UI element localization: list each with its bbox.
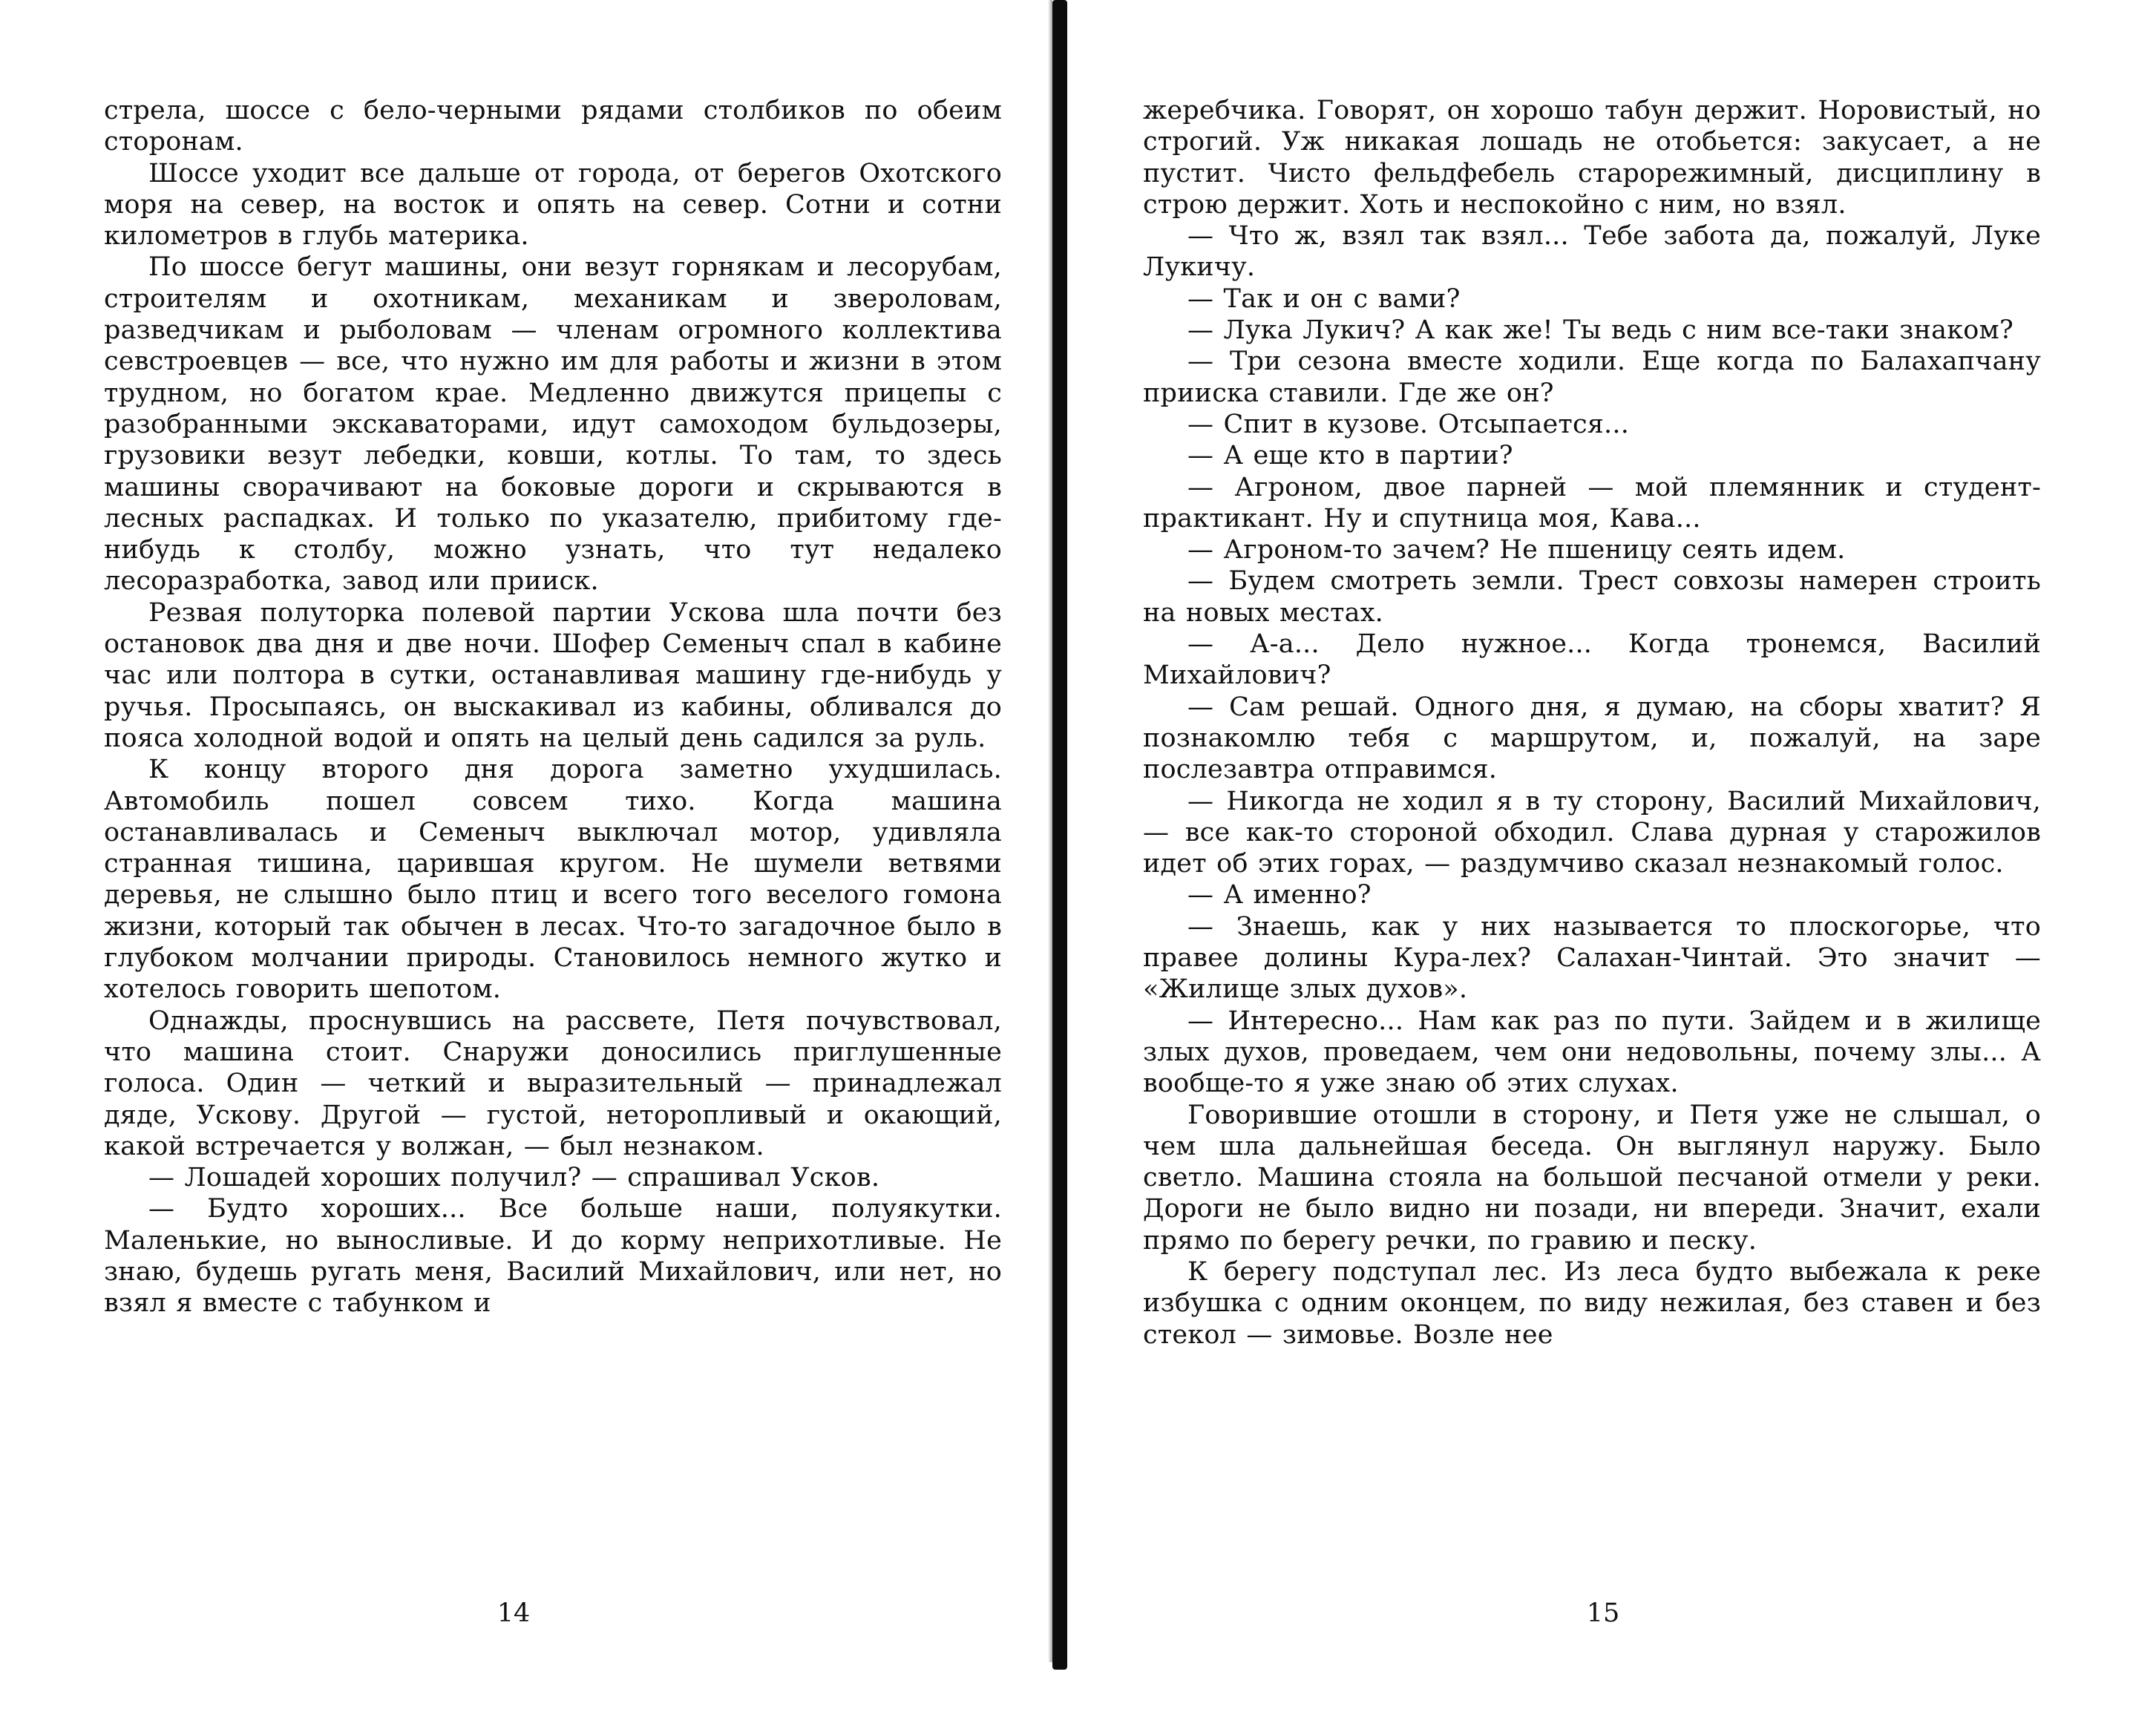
page-number-left: 14 [497, 1598, 531, 1628]
paragraph: — Так и он с вами? [1187, 283, 1461, 314]
right-page-text [1143, 95, 2041, 1351]
book-gutter [1052, 0, 1067, 1670]
right-page [1143, 95, 2041, 1579]
paragraph: — Знаешь, как у них называется то плоскогорье, что правее долины Кура-лех? Салахан-Чинтай. Это значит — «Жилище злых духов». [1143, 911, 2041, 1005]
paragraph: — Сам решай. Одного дня, я думаю, на сборы хватит? Я познакомлю тебя с маршрутом, и, пожалуй, на заре послезавтра отправимся. [1143, 692, 2041, 785]
paragraph: — Лошадей хороших получил? — спрашивал Усков. [148, 1163, 880, 1193]
paragraph: — Будем смотреть земли. Трест совхозы намерен строить на новых местах. [1143, 566, 2041, 628]
paragraph: — А-а... Дело нужное... Когда тронемся, Василий Михайлович? [1143, 629, 2041, 691]
left-page-text [104, 95, 1002, 1319]
paragraph: — Лука Лукич? А как же! Ты ведь с ним все-таки знаком? [1187, 315, 2014, 346]
paragraph: — А еще кто в партии? [1187, 441, 1513, 471]
paragraph: — Никогда не ходил я в ту сторону, Василий Михайлович, — все как-то стороной обходил. Слава дурная у старожилов идет об этих горах, — раздумчиво сказал незнакомый голос. [1143, 786, 2041, 879]
left-page [104, 95, 1002, 1579]
paragraph: — А именно? [1187, 880, 1372, 911]
paragraph: — Три сезона вместе ходили. Еще когда по Балахапчану прииска ставили. Где же он? [1143, 347, 2041, 408]
paragraph: — Что ж, взял так взял... Тебе забота да, пожалуй, Луке Лукичу. [1143, 221, 2041, 283]
paragraph: К берегу подступал лес. Из леса будто выбежала к реке избушка с одним оконцем, по виду нежилая, без ставен и без стекол — зимовье. Возле нее [1143, 1256, 2041, 1350]
page-number-right: 15 [1586, 1598, 1620, 1628]
paragraph: Однажды, проснувшись на рассвете, Петя почувствовал, что машина стоит. Снаружи доносились приглушенные голоса. Один — четкий и выразительный — принадлежал дяде, Ускову. Другой — густой, неторопливый и окающий, какой встречается у волжан, — был незнаком. [104, 1006, 1002, 1161]
paragraph: стрела, шоссе с бело-черными рядами столбиков по обеим сторонам. [104, 96, 1002, 157]
paragraph: жеребчика. Говорят, он хорошо табун держит. Норовистый, но строгий. Уж никакая лошадь не отобьется: закусает, а не пустит. Чисто фельдфебель старорежимный, дисциплину в строю держит. Хоть и неспокойно с ним, но взял. [1143, 96, 2041, 220]
paragraph: — Агроном-то зачем? Не пшеницу сеять идем. [1187, 535, 1846, 565]
paragraph: К концу второго дня дорога заметно ухудшилась. Автомобиль пошел совсем тихо. Когда машина останавливалась и Семеныч выключал мотор, удивляла странная тишина, царившая кругом. Не шумели ветвями деревья, не слышно было птиц и всего того веселого гомона жизни, который так обычен в лесах. Что-то загадочное было в глубоком молчании природы. Становилось немного жутко и хотелось говорить шепотом. [104, 755, 1002, 1005]
paragraph: Говорившие отошли в сторону, и Петя уже не слышал, о чем шла дальнейшая беседа. Он выглянул наружу. Было светло. Машина стояла на большой песчаной отмели у реки. Дороги не было видно ни позади, ни впереди. Значит, ехали прямо по берегу речки, по гравию и песку. [1143, 1100, 2041, 1256]
paragraph: — Будто хороших... Все больше наши, полуякутки. Маленькие, но выносливые. И до корму неприхотливые. Не знаю, будешь ругать меня, Василий Михайлович, или нет, но взял я вместе с табунком и [104, 1194, 1002, 1319]
paragraph: — Спит в кузове. Отсыпается... [1187, 409, 1630, 439]
paragraph: Резвая полуторка полевой партии Ускова шла почти без остановок два дня и две ночи. Шофер Семеныч спал в кабине час или полтора в сутки, останавливая машину где-нибудь у ручья. Просыпаясь, он выскакивал из кабины, обливался до пояса холодной водой и опять на целый день садился за руль. [104, 597, 1002, 753]
paragraph: По шоссе бегут машины, они везут горнякам и лесорубам, строителям и охотникам, механикам и звероловам, разведчикам и рыболовам — членам огромного коллектива севстроевцев — все, что нужно им для работы и жизни в этом трудном, но богатом крае. Медленно движутся прицепы с разобранными экскаваторами, идут самоходом бульдозеры, грузовики везут лебедки, ковши, котлы. То там, то здесь машины сворачивают на боковые дороги и скрываются в лесных распадках. И только по указателю, прибитому где-нибудь к столбу, можно узнать, что тут недалеко лесоразработка, завод или прииск. [104, 252, 1002, 597]
paragraph: — Интересно... Нам как раз по пути. Зайдем и в жилище злых духов, проведаем, чем они недовольны, почему злы... А вообще-то я уже знаю об этих слухах. [1143, 1006, 2041, 1099]
paragraph: — Агроном, двое парней — мой племянник и студент-практикант. Ну и спутница моя, Кава... [1143, 472, 2041, 534]
paragraph: Шоссе уходит все дальше от города, от берегов Охотского моря на север, на восток и опять на север. Сотни и сотни километров в глубь материка. [104, 158, 1002, 252]
